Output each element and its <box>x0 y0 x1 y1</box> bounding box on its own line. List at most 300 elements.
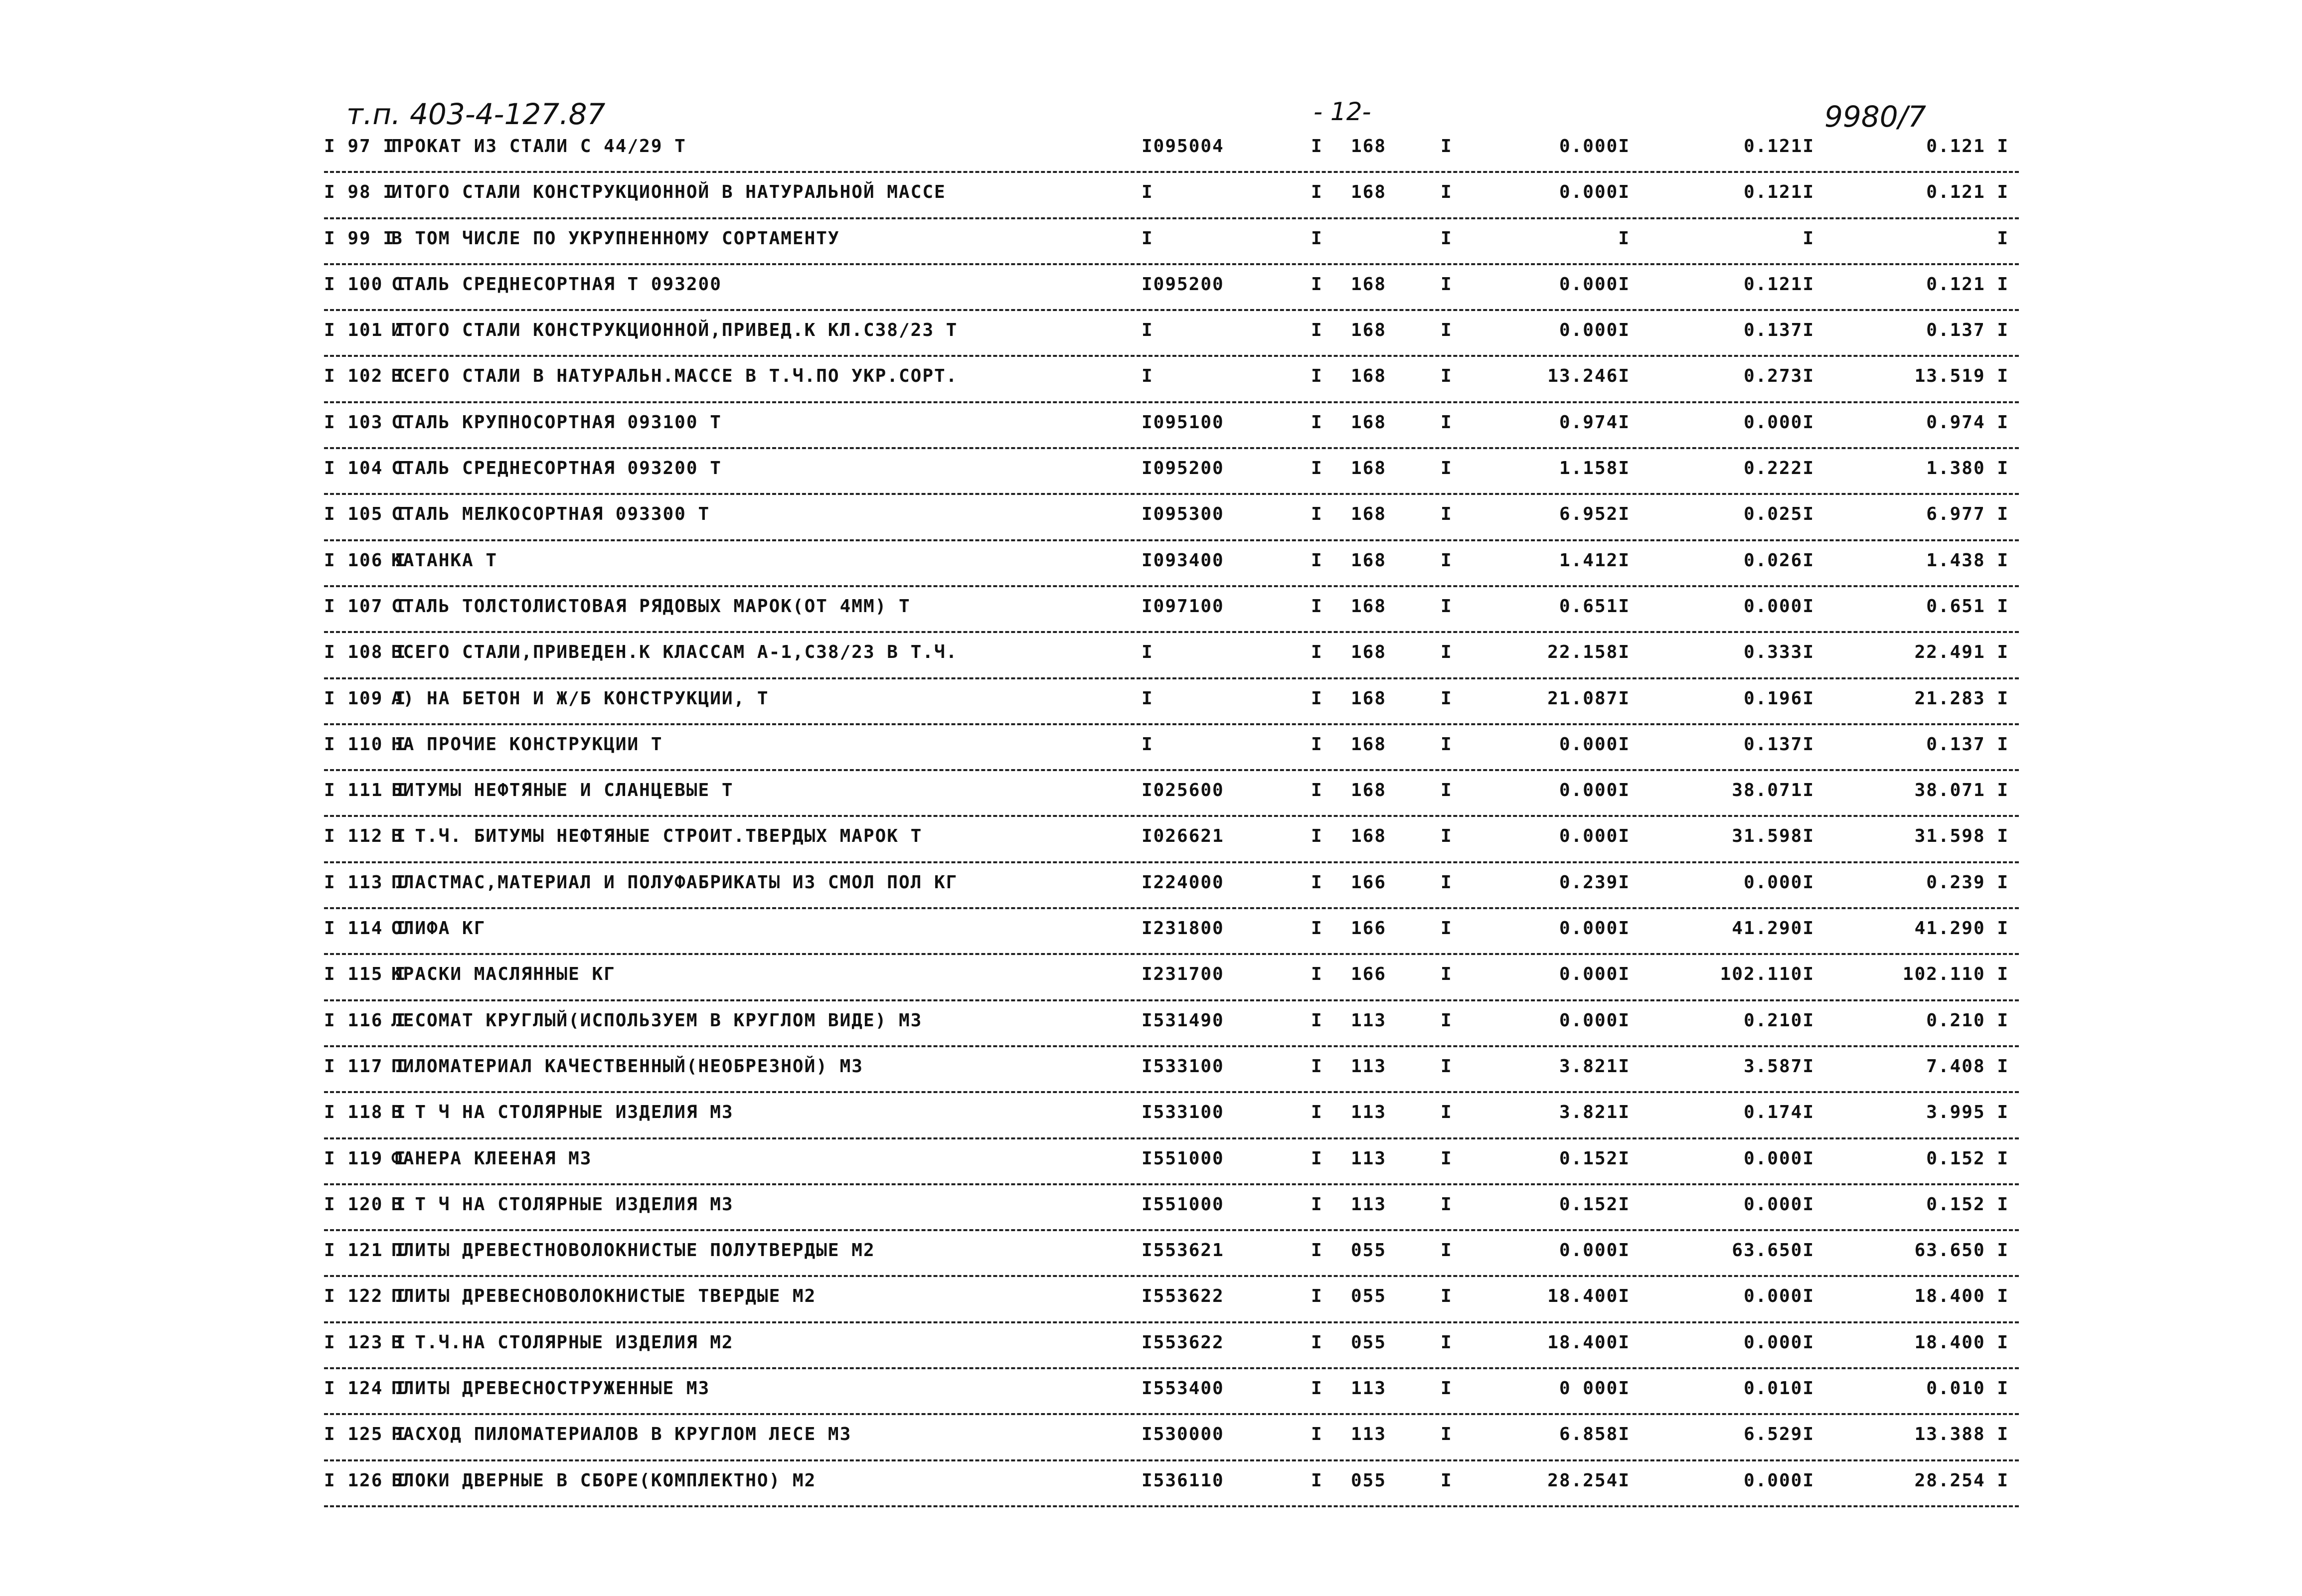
column-separator: I <box>1441 274 1453 295</box>
value-total: 13.388 I <box>1914 1424 2009 1445</box>
value-b: 0.121I <box>1743 136 1814 157</box>
value-total: 31.598 I <box>1914 826 2009 847</box>
material-name: ВСЕГО СТАЛИ,ПРИВЕДЕН.К КЛАССАМ А-1,С38/23 В Т.Ч. <box>391 642 958 663</box>
material-name: В Т Ч НА СТОЛЯРНЫЕ ИЗДЕЛИЯ М3 <box>391 1194 734 1215</box>
row-number: I 116 I <box>324 1010 407 1031</box>
value-b: 0.196I <box>1743 688 1814 709</box>
row-number: I 110 I <box>324 734 407 755</box>
column-separator: I <box>1311 412 1323 433</box>
material-name: ПЛИТЫ ДРЕВЕСТНОВОЛОКНИСТЫЕ ПОЛУТВЕРДЫЕ М2 <box>391 1240 875 1261</box>
column-separator: I <box>1311 826 1323 847</box>
material-name: БЛОКИ ДВЕРНЫЕ В СБОРЕ(КОМПЛЕКТНО) М2 <box>391 1470 817 1491</box>
material-name: ФАНЕРА КЛЕЕНАЯ М3 <box>391 1148 592 1169</box>
column-separator: I <box>1441 918 1453 939</box>
value-b: 0.000I <box>1743 1148 1814 1169</box>
material-name: ПЛИТЫ ДРЕВЕСНОВОЛОКНИСТЫЕ ТВЕРДЫЕ М2 <box>391 1286 817 1307</box>
row-number: I 104 I <box>324 458 407 479</box>
value-total: 0.239 I <box>1926 872 2009 893</box>
value-b: I <box>1803 228 1814 249</box>
row-number: I 112 I <box>324 826 407 847</box>
column-separator: I <box>1311 1424 1323 1445</box>
column-separator: I <box>1441 734 1453 755</box>
unit-code: 113 <box>1351 1424 1387 1445</box>
row-number: I 97 I <box>324 136 395 157</box>
row-number: I 126 I <box>324 1470 407 1491</box>
column-separator: I <box>1311 136 1323 157</box>
table-row <box>324 357 2019 403</box>
unit-code: 055 <box>1351 1332 1387 1353</box>
row-number: I 117 I <box>324 1056 407 1077</box>
value-b: 0.174I <box>1743 1102 1814 1123</box>
column-separator: I <box>1311 1332 1323 1353</box>
row-number: I 107 I <box>324 596 407 617</box>
value-b: 0.000I <box>1743 872 1814 893</box>
column-separator: I <box>1441 504 1453 525</box>
unit-code: 055 <box>1351 1470 1387 1491</box>
material-code: I533100 <box>1142 1102 1224 1123</box>
value-total: 0.121 I <box>1926 274 2009 295</box>
column-separator: I <box>1441 642 1453 663</box>
column-separator: I <box>1311 596 1323 617</box>
column-separator: I <box>1441 182 1453 203</box>
value-total: 1.380 I <box>1926 458 2009 479</box>
table-row <box>324 817 2019 863</box>
value-total: 28.254 I <box>1914 1470 2009 1491</box>
value-total: 0.010 I <box>1926 1378 2009 1399</box>
column-separator: I <box>1441 1424 1453 1445</box>
table-row <box>324 587 2019 633</box>
column-separator: I <box>1441 596 1453 617</box>
material-name: В Т Ч НА СТОЛЯРНЫЕ ИЗДЕЛИЯ М3 <box>391 1102 734 1123</box>
archive-number: 9980/7 <box>1824 100 1927 134</box>
value-b: 0.000I <box>1743 1194 1814 1215</box>
column-separator: I <box>1311 1148 1323 1169</box>
value-total: 18.400 I <box>1914 1332 2009 1353</box>
column-separator: I <box>1311 1286 1323 1307</box>
table-row <box>324 449 2019 495</box>
value-total: 7.408 I <box>1926 1056 2009 1077</box>
row-number: I 99 I <box>324 228 395 249</box>
row-number: I 125 I <box>324 1424 407 1445</box>
material-code: I <box>1142 642 1153 663</box>
value-b: 41.290I <box>1732 918 1814 939</box>
value-b: 0.137I <box>1743 320 1814 341</box>
unit-code: 168 <box>1351 688 1387 709</box>
value-total: 0.152 I <box>1926 1194 2009 1215</box>
material-name: ПЛАСТМАС,МАТЕРИАЛ И ПОЛУФАБРИКАТЫ ИЗ СМОЛ ПОЛ КГ <box>391 872 958 893</box>
unit-code: 113 <box>1351 1378 1387 1399</box>
unit-code: 168 <box>1351 596 1387 617</box>
value-b: 0.000I <box>1743 596 1814 617</box>
unit-code: 168 <box>1351 366 1387 387</box>
value-total: 22.491 I <box>1914 642 2009 663</box>
column-separator: I <box>1311 1378 1323 1399</box>
table-row <box>324 127 2019 173</box>
unit-code: 113 <box>1351 1194 1387 1215</box>
value-total: 18.400 I <box>1914 1286 2009 1307</box>
material-name: НА ПРОЧИЕ КОНСТРУКЦИИ Т <box>391 734 663 755</box>
column-separator: I <box>1441 136 1453 157</box>
value-total: I <box>1997 228 2009 249</box>
table-row <box>324 1369 2019 1415</box>
row-number: I 111 I <box>324 780 407 801</box>
material-name: ИТОГО СТАЛИ КОНСТРУКЦИОННОЙ,ПРИВЕД.К КЛ.С38/23 Т <box>391 320 958 341</box>
value-a: 0.000I <box>1559 182 1630 203</box>
column-separator: I <box>1311 872 1323 893</box>
table-row <box>324 1323 2019 1369</box>
column-separator: I <box>1441 780 1453 801</box>
material-code: I <box>1142 228 1153 249</box>
table-row <box>324 219 2019 265</box>
value-a: 0.239I <box>1559 872 1630 893</box>
value-total: 3.995 I <box>1926 1102 2009 1123</box>
value-total: 0.121 I <box>1926 136 2009 157</box>
value-b: 0.000I <box>1743 1470 1814 1491</box>
table-row <box>324 495 2019 541</box>
material-name: СТАЛЬ СРЕДНЕСОРТНАЯ 093200 Т <box>391 458 722 479</box>
row-number: I 118 I <box>324 1102 407 1123</box>
column-separator: I <box>1311 1102 1323 1123</box>
material-name: СТАЛЬ МЕЛКОСОРТНАЯ 093300 Т <box>391 504 710 525</box>
value-total: 0.974 I <box>1926 412 2009 433</box>
unit-code: 168 <box>1351 826 1387 847</box>
unit-code: 168 <box>1351 642 1387 663</box>
value-total: 41.290 I <box>1914 918 2009 939</box>
material-code: I095200 <box>1142 274 1224 295</box>
unit-code: 113 <box>1351 1102 1387 1123</box>
row-number: I 115 I <box>324 964 407 985</box>
value-a: 0.000I <box>1559 826 1630 847</box>
unit-code: 168 <box>1351 274 1387 295</box>
material-code: I095004 <box>1142 136 1224 157</box>
material-name: ПЛИТЫ ДРЕВЕСНОСТРУЖЕННЫЕ М3 <box>391 1378 710 1399</box>
value-a: 6.858I <box>1559 1424 1630 1445</box>
column-separator: I <box>1311 734 1323 755</box>
table-row <box>324 265 2019 311</box>
value-b: 0.000I <box>1743 412 1814 433</box>
table-row <box>324 1185 2019 1231</box>
unit-code: 168 <box>1351 504 1387 525</box>
column-separator: I <box>1441 1240 1453 1261</box>
column-separator: I <box>1441 550 1453 571</box>
table-row <box>324 863 2019 909</box>
table-row <box>324 1093 2019 1139</box>
value-total: 102.110 I <box>1902 964 2009 985</box>
material-name: РАСХОД ПИЛОМАТЕРИАЛОВ В КРУГЛОМ ЛЕСЕ М3 <box>391 1424 852 1445</box>
value-b: 0.273I <box>1743 366 1814 387</box>
table-row <box>324 403 2019 449</box>
material-code: I551000 <box>1142 1148 1224 1169</box>
unit-code: 055 <box>1351 1286 1387 1307</box>
row-number: I 123 I <box>324 1332 407 1353</box>
material-name: БИТУМЫ НЕФТЯНЫЕ И СЛАНЦЕВЫЕ Т <box>391 780 734 801</box>
column-separator: I <box>1311 228 1323 249</box>
material-code: I536110 <box>1142 1470 1224 1491</box>
column-separator: I <box>1441 1378 1453 1399</box>
value-a: 0.000I <box>1559 780 1630 801</box>
material-code: I025600 <box>1142 780 1224 801</box>
column-separator: I <box>1311 274 1323 295</box>
table-row <box>324 633 2019 679</box>
value-total: 1.438 I <box>1926 550 2009 571</box>
material-code: I <box>1142 688 1153 709</box>
material-name: В ТОМ ЧИСЛЕ ПО УКРУПНЕННОМУ СОРТАМЕНТУ <box>391 228 840 249</box>
value-a: 0.000I <box>1559 964 1630 985</box>
value-a: 3.821I <box>1559 1102 1630 1123</box>
column-separator: I <box>1441 688 1453 709</box>
value-b: 31.598I <box>1732 826 1814 847</box>
value-a: 0.651I <box>1559 596 1630 617</box>
material-code: I553400 <box>1142 1378 1224 1399</box>
material-code: I095300 <box>1142 504 1224 525</box>
table-row <box>324 1415 2019 1461</box>
unit-code: 168 <box>1351 320 1387 341</box>
value-total: 0.210 I <box>1926 1010 2009 1031</box>
value-b: 0.000I <box>1743 1332 1814 1353</box>
material-code: I533100 <box>1142 1056 1224 1077</box>
value-b: 0.121I <box>1743 274 1814 295</box>
row-number: I 109 I <box>324 688 407 709</box>
unit-code: 113 <box>1351 1010 1387 1031</box>
column-separator: I <box>1311 964 1323 985</box>
material-code: I551000 <box>1142 1194 1224 1215</box>
table-row <box>324 679 2019 725</box>
table-row <box>324 1231 2019 1277</box>
material-name: ПИЛОМАТЕРИАЛ КАЧЕСТВЕННЫЙ(НЕОБРЕЗНОЙ) М3 <box>391 1056 863 1077</box>
value-a: 13.246I <box>1547 366 1630 387</box>
material-code: I553621 <box>1142 1240 1224 1261</box>
table-row <box>324 1277 2019 1323</box>
row-number: I 108 I <box>324 642 407 663</box>
column-separator: I <box>1441 1010 1453 1031</box>
column-separator: I <box>1441 872 1453 893</box>
material-name: В Т.Ч.НА СТОЛЯРНЫЕ ИЗДЕЛИЯ М2 <box>391 1332 734 1353</box>
row-number: I 121 I <box>324 1240 407 1261</box>
material-name: СТАЛЬ СРЕДНЕСОРТНАЯ Т 093200 <box>391 274 722 295</box>
material-name: СТАЛЬ ТОЛСТОЛИСТОВАЯ РЯДОВЫХ МАРОК(ОТ 4ММ) Т <box>391 596 911 617</box>
value-a: 0.152I <box>1559 1148 1630 1169</box>
row-number: I 101 I <box>324 320 407 341</box>
column-separator: I <box>1441 1194 1453 1215</box>
unit-code: 166 <box>1351 872 1387 893</box>
value-b: 0.010I <box>1743 1378 1814 1399</box>
material-code: I224000 <box>1142 872 1224 893</box>
value-total: 0.137 I <box>1926 320 2009 341</box>
row-number: I 119 I <box>324 1148 407 1169</box>
table-row <box>324 311 2019 357</box>
row-number: I 124 I <box>324 1378 407 1399</box>
materials-table <box>324 127 2019 1507</box>
value-a: 0.000I <box>1559 734 1630 755</box>
column-separator: I <box>1311 458 1323 479</box>
value-b: 6.529I <box>1743 1424 1814 1445</box>
value-b: 0.222I <box>1743 458 1814 479</box>
column-separator: I <box>1441 1286 1453 1307</box>
material-name: СТАЛЬ КРУПНОСОРТНАЯ 093100 Т <box>391 412 722 433</box>
value-total: 6.977 I <box>1926 504 2009 525</box>
value-a: 0.000I <box>1559 918 1630 939</box>
row-number: I 122 I <box>324 1286 407 1307</box>
column-separator: I <box>1311 550 1323 571</box>
unit-code: 168 <box>1351 458 1387 479</box>
material-name: В Т.Ч. БИТУМЫ НЕФТЯНЫЕ СТРОИТ.ТВЕРДЫХ МАРОК Т <box>391 826 923 847</box>
column-separator: I <box>1441 1102 1453 1123</box>
value-total: 38.071 I <box>1914 780 2009 801</box>
value-a: 0 000I <box>1559 1378 1630 1399</box>
value-a: 21.087I <box>1547 688 1630 709</box>
column-separator: I <box>1311 642 1323 663</box>
column-separator: I <box>1311 918 1323 939</box>
value-a: 6.952I <box>1559 504 1630 525</box>
column-separator: I <box>1311 780 1323 801</box>
document-code: т.п. 403-4-127.87 <box>346 97 606 131</box>
table-row <box>324 1001 2019 1047</box>
table-row <box>324 1139 2019 1185</box>
column-separator: I <box>1311 688 1323 709</box>
material-name: КАТАНКА Т <box>391 550 498 571</box>
table-row <box>324 541 2019 587</box>
material-name: А) НА БЕТОН И Ж/Б КОНСТРУКЦИИ, Т <box>391 688 769 709</box>
page-number: - 12- <box>1314 97 1371 126</box>
row-number: I 102 I <box>324 366 407 387</box>
material-code: I231800 <box>1142 918 1224 939</box>
column-separator: I <box>1441 1332 1453 1353</box>
value-total: 0.137 I <box>1926 734 2009 755</box>
unit-code: 168 <box>1351 734 1387 755</box>
table-row <box>324 173 2019 219</box>
material-code: I093400 <box>1142 550 1224 571</box>
column-separator: I <box>1441 228 1453 249</box>
table-row <box>324 909 2019 955</box>
material-name: ОЛИФА КГ <box>391 918 486 939</box>
value-a: I <box>1618 228 1630 249</box>
value-total: 63.650 I <box>1914 1240 2009 1261</box>
table-row <box>324 955 2019 1001</box>
column-separator: I <box>1441 826 1453 847</box>
column-separator: I <box>1311 1010 1323 1031</box>
material-code: I231700 <box>1142 964 1224 985</box>
value-b: 0.000I <box>1743 1286 1814 1307</box>
column-separator: I <box>1311 504 1323 525</box>
column-separator: I <box>1441 1148 1453 1169</box>
value-a: 1.158I <box>1559 458 1630 479</box>
column-separator: I <box>1441 1470 1453 1491</box>
material-name: ВСЕГО СТАЛИ В НАТУРАЛЬН.МАССЕ В Т.Ч.ПО УКР.СОРТ. <box>391 366 958 387</box>
column-separator: I <box>1441 458 1453 479</box>
row-number: I 114 I <box>324 918 407 939</box>
material-code: I <box>1142 320 1153 341</box>
column-separator: I <box>1441 964 1453 985</box>
material-name: ИТОГО СТАЛИ КОНСТРУКЦИОННОЙ В НАТУРАЛЬНОЙ МАССЕ <box>391 182 946 203</box>
value-b: 0.025I <box>1743 504 1814 525</box>
table-row <box>324 1461 2019 1507</box>
material-code: I026621 <box>1142 826 1224 847</box>
column-separator: I <box>1441 1056 1453 1077</box>
row-number: I 120 I <box>324 1194 407 1215</box>
value-b: 0.121I <box>1743 182 1814 203</box>
material-name: ПРОКАТ ИЗ СТАЛИ С 44/29 Т <box>391 136 686 157</box>
unit-code: 055 <box>1351 1240 1387 1261</box>
value-total: 21.283 I <box>1914 688 2009 709</box>
value-total: 0.152 I <box>1926 1148 2009 1169</box>
value-a: 1.412I <box>1559 550 1630 571</box>
unit-code: 113 <box>1351 1056 1387 1077</box>
row-number: I 113 I <box>324 872 407 893</box>
unit-code: 166 <box>1351 918 1387 939</box>
value-b: 0.026I <box>1743 550 1814 571</box>
value-a: 18.400I <box>1547 1332 1630 1353</box>
column-separator: I <box>1311 1056 1323 1077</box>
column-separator: I <box>1311 320 1323 341</box>
value-total: 0.121 I <box>1926 182 2009 203</box>
value-total: 0.651 I <box>1926 596 2009 617</box>
unit-code: 168 <box>1351 136 1387 157</box>
value-a: 28.254I <box>1547 1470 1630 1491</box>
column-separator: I <box>1311 182 1323 203</box>
value-a: 3.821I <box>1559 1056 1630 1077</box>
row-number: I 103 I <box>324 412 407 433</box>
material-code: I553622 <box>1142 1286 1224 1307</box>
value-a: 0.000I <box>1559 320 1630 341</box>
row-number: I 105 I <box>324 504 407 525</box>
column-separator: I <box>1311 1240 1323 1261</box>
table-row <box>324 771 2019 817</box>
value-b: 38.071I <box>1732 780 1814 801</box>
unit-code: 166 <box>1351 964 1387 985</box>
value-a: 0.000I <box>1559 274 1630 295</box>
unit-code: 168 <box>1351 182 1387 203</box>
unit-code: 113 <box>1351 1148 1387 1169</box>
value-total: 13.519 I <box>1914 366 2009 387</box>
column-separator: I <box>1441 366 1453 387</box>
value-b: 0.210I <box>1743 1010 1814 1031</box>
material-name: КРАСКИ МАСЛЯННЫЕ КГ <box>391 964 616 985</box>
material-name: ЛЕСОМАТ КРУГЛЫЙ(ИСПОЛЬЗУЕМ В КРУГЛОМ ВИДЕ) М3 <box>391 1010 923 1031</box>
value-a: 22.158I <box>1547 642 1630 663</box>
value-b: 0.137I <box>1743 734 1814 755</box>
value-a: 0.000I <box>1559 136 1630 157</box>
value-b: 102.110I <box>1720 964 1814 985</box>
material-code: I095200 <box>1142 458 1224 479</box>
column-separator: I <box>1311 366 1323 387</box>
material-code: I097100 <box>1142 596 1224 617</box>
unit-code: 168 <box>1351 412 1387 433</box>
table-row <box>324 725 2019 771</box>
value-a: 0.000I <box>1559 1240 1630 1261</box>
row-number: I 98 I <box>324 182 395 203</box>
column-separator: I <box>1311 1470 1323 1491</box>
value-b: 63.650I <box>1732 1240 1814 1261</box>
material-code: I531490 <box>1142 1010 1224 1031</box>
unit-code: 168 <box>1351 780 1387 801</box>
value-a: 18.400I <box>1547 1286 1630 1307</box>
value-b: 0.333I <box>1743 642 1814 663</box>
row-number: I 100 I <box>324 274 407 295</box>
value-a: 0.000I <box>1559 1010 1630 1031</box>
column-separator: I <box>1441 412 1453 433</box>
column-separator: I <box>1441 320 1453 341</box>
material-code: I095100 <box>1142 412 1224 433</box>
material-code: I <box>1142 182 1153 203</box>
material-code: I <box>1142 366 1153 387</box>
row-number: I 106 I <box>324 550 407 571</box>
unit-code: 168 <box>1351 550 1387 571</box>
column-separator: I <box>1311 1194 1323 1215</box>
material-code: I553622 <box>1142 1332 1224 1353</box>
value-b: 3.587I <box>1743 1056 1814 1077</box>
table-row <box>324 1047 2019 1093</box>
value-a: 0.974I <box>1559 412 1630 433</box>
